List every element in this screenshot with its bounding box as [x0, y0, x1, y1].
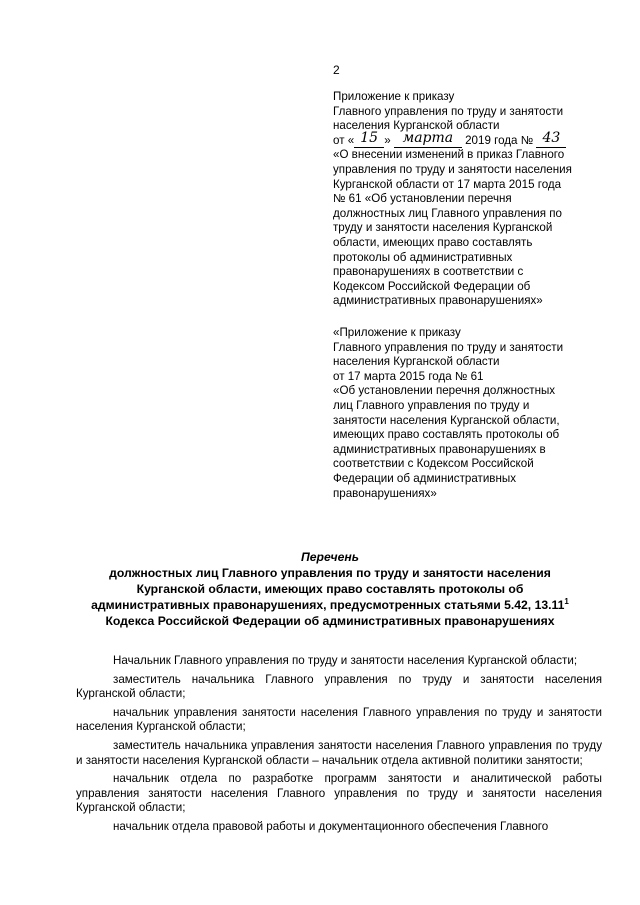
date-prefix: от «	[333, 133, 355, 147]
list-title-line-text: административных правонарушениях, предусмотренных статьями 5.42, 13.11	[91, 598, 565, 612]
annex-title-line: Курганской области от 17 марта 2015 года	[333, 177, 562, 191]
list-item: заместитель начальника управления занятости населения Главного управления по труду и занятости населения Курганской области – начальник отдела активной политики занятости;	[76, 738, 602, 767]
annex-title-line: «О внесении изменений в приказ Главного	[333, 148, 565, 162]
annex-original-line: населения Курганской области	[333, 355, 500, 369]
annex-title-line: правонарушениях в соответствии с	[333, 265, 524, 279]
annex-line: Приложение к приказу	[333, 90, 455, 103]
list-heading: Перечень	[301, 550, 359, 564]
list-item: начальник управления занятости населения Главного управления по труду и занятости населения Курганской области;	[76, 705, 602, 734]
list-item: заместитель начальника Главного управления по труду и занятости населения Курганской области;	[76, 672, 602, 701]
annex-original-line: «Об установлении перечня должностных	[333, 384, 556, 398]
annex-original-line: Главного управления по труду и занятости	[333, 340, 564, 354]
list-item: начальник отдела правовой работы и документационного обеспечения Главного	[113, 819, 549, 833]
annex-line: населения Курганской области	[333, 119, 500, 133]
annex-original-line: правонарушениях»	[333, 486, 437, 500]
annex-current-block	[333, 90, 605, 309]
handwritten-number: 43	[542, 129, 561, 146]
annex-title-line: области, имеющих право составлять	[333, 235, 533, 249]
annex-title-line: должностных лиц Главного управления по	[333, 206, 562, 220]
footnote-superscript: 1	[564, 596, 569, 606]
handwritten-day: 15	[360, 129, 379, 146]
annex-original-line: от 17 марта 2015 года № 61	[333, 369, 484, 383]
annex-title-line: Кодексом Российской Федерации об	[333, 279, 531, 293]
list-title-line: должностных лиц Главного управления по труду и занятости населения	[109, 566, 551, 580]
annex-original-line: соответствии с Кодексом Российской	[333, 457, 534, 471]
annex-title-line: протоколы об административных	[333, 250, 513, 264]
order-date-line	[333, 129, 605, 149]
list-title-line: Кодекса Российской Федерации об административных правонарушениях	[105, 614, 555, 628]
annex-original-line: лиц Главного управления по труду и	[333, 398, 530, 412]
list-item: начальник отдела по разработке программ занятости и аналитической работы управления занятости населения Главного управления по труду и занятости населения Курганской области;	[76, 772, 602, 815]
annex-title-line: управления по труду и занятости населения	[333, 162, 572, 176]
positions-list	[76, 654, 602, 839]
annex-title-line: № 61 «Об установлении перечня	[333, 192, 512, 206]
annex-original-block	[333, 326, 605, 501]
annex-title-line: труду и занятости населения Курганской	[333, 221, 553, 235]
annex-original-line: Федерации об административных	[333, 471, 517, 485]
list-title	[40, 549, 620, 629]
page-number: 2	[333, 63, 340, 77]
annex-line: Главного управления по труду и занятости	[333, 104, 564, 118]
annex-original-line: имеющих право составлять протоколы об	[333, 428, 560, 442]
list-title-line: Курганской области, имеющих право составлять протоколы об	[136, 582, 524, 596]
year-text: 2019 года №	[465, 133, 534, 147]
date-mid: »	[384, 133, 391, 147]
annex-original-line: «Приложение к приказу	[333, 326, 461, 339]
handwritten-month: марта	[402, 129, 454, 146]
annex-original-line: занятости населения Курганской области,	[333, 413, 560, 427]
list-item: Начальник Главного управления по труду и занятости населения Курганской области;	[113, 654, 578, 667]
list-title-line	[40, 597, 620, 613]
annex-original-line: административных правонарушениях в	[333, 442, 546, 456]
annex-title-line: административных правонарушениях»	[333, 294, 543, 308]
